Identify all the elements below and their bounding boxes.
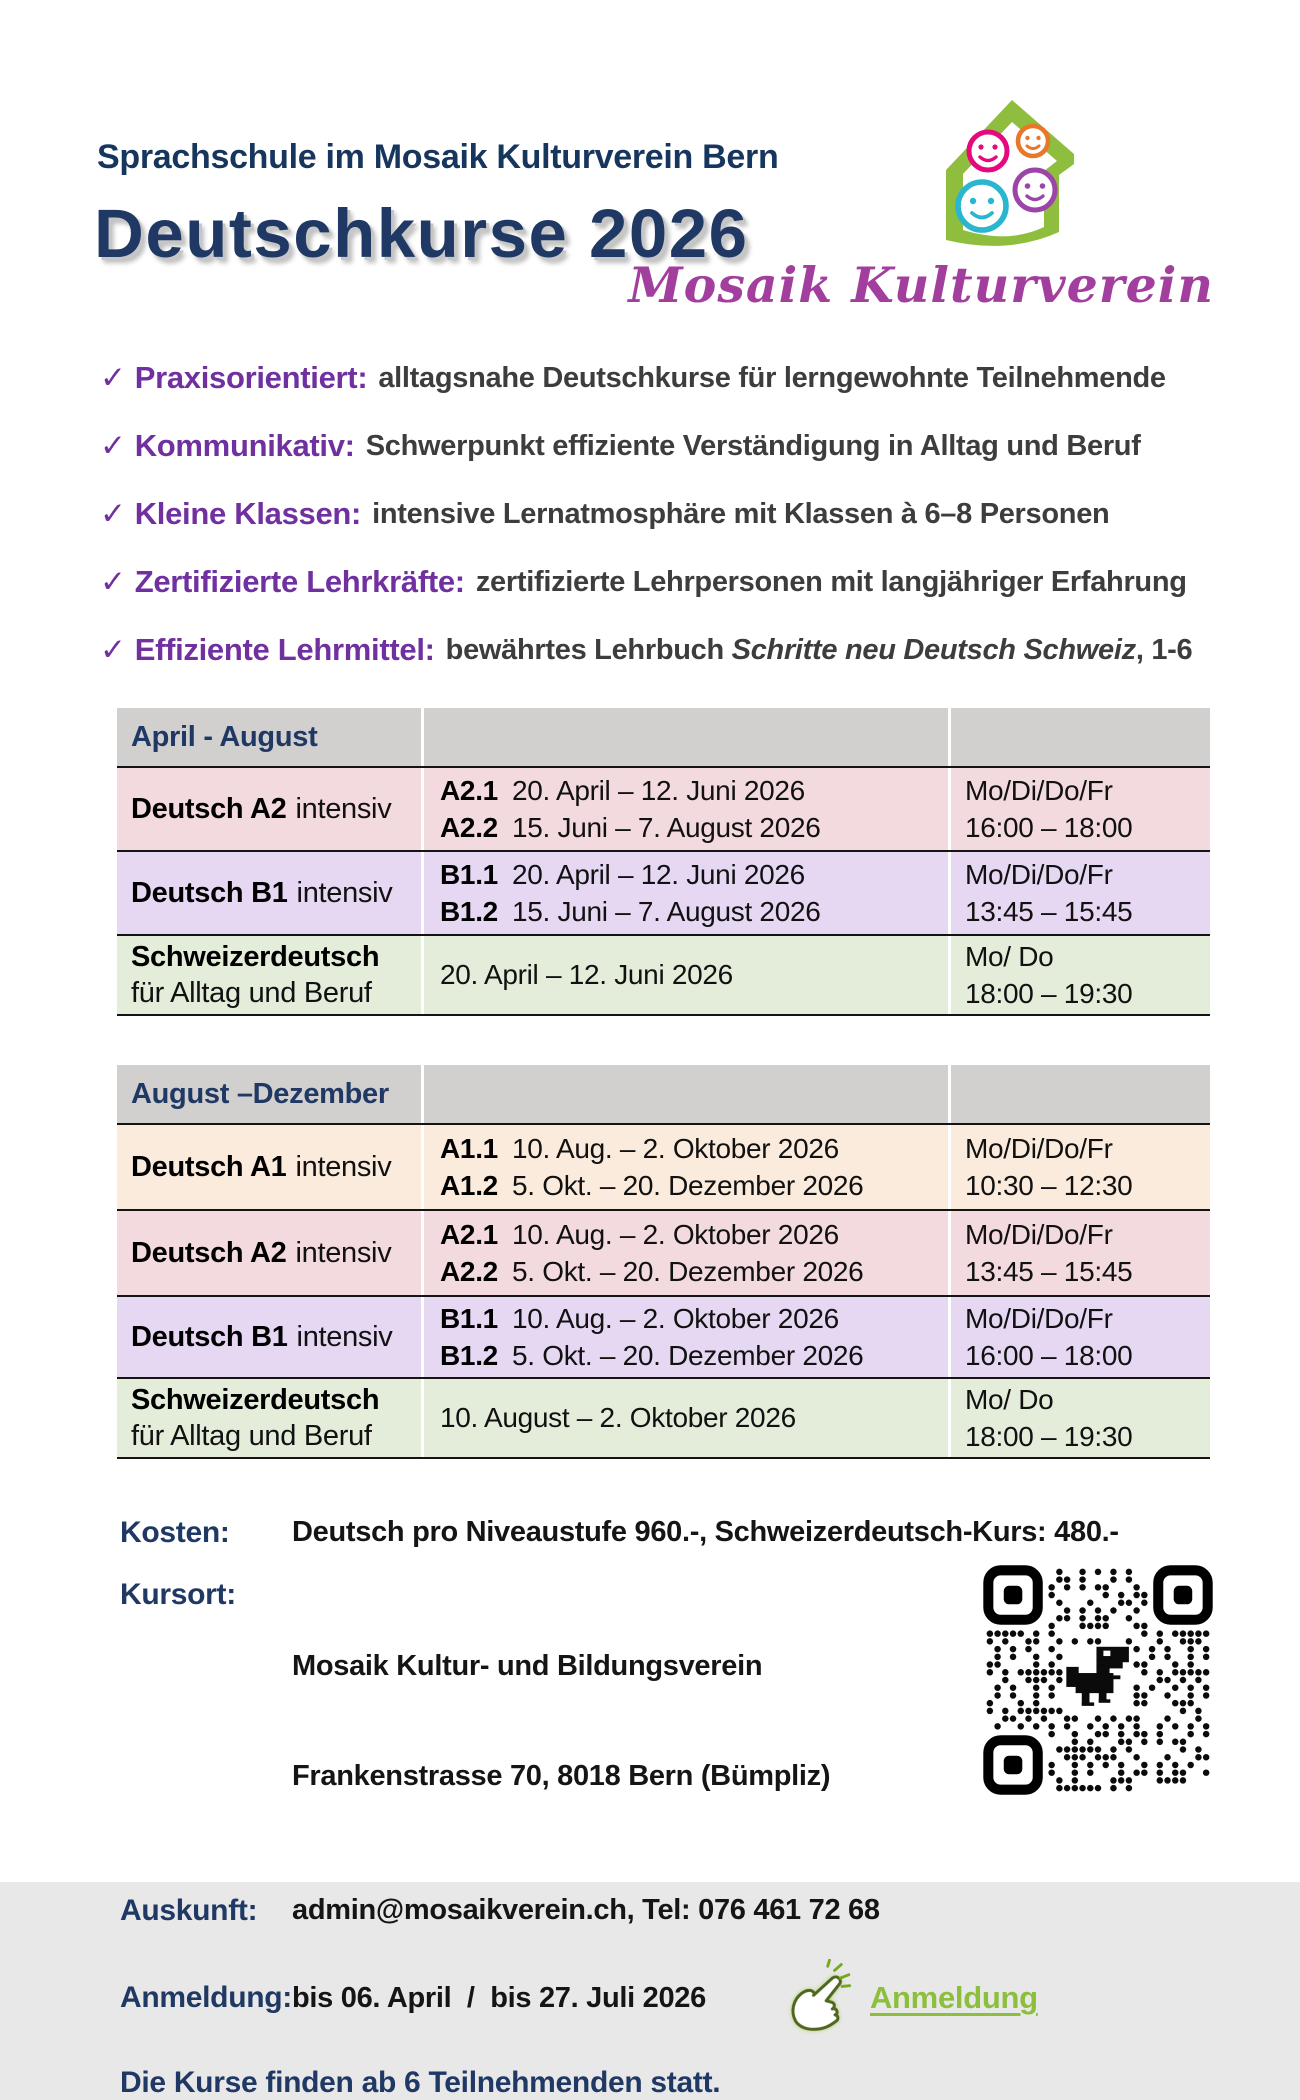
session-date: 20. April – 12. Juni 2026 bbox=[440, 959, 733, 990]
contact-info: admin@mosaikverein.ch, Tel: 076 461 72 68 bbox=[292, 1894, 880, 1926]
session-date: 10. Aug. – 2. Oktober 2026 bbox=[512, 1303, 839, 1334]
info-value bbox=[292, 1578, 830, 1864]
info-label: Kursort: bbox=[120, 1578, 236, 1611]
schedule-time: 13:45 – 15:45 bbox=[965, 896, 1133, 927]
bullet-label: Kleine Klassen: bbox=[134, 496, 362, 531]
session-date: 5. Okt. – 20. Dezember 2026 bbox=[512, 1170, 864, 1201]
bullet-text: zertifizierte Lehrpersonen mit langjähriger Erfahrung bbox=[475, 565, 1187, 598]
checkmark-icon: ✓ bbox=[100, 564, 126, 599]
bullet-text: bewährtes Lehrbuch Schritte neu Deutsch Schweiz, 1-6 bbox=[445, 633, 1193, 666]
session-code: B1.1 bbox=[440, 1303, 498, 1334]
school-subtitle: Sprachschule im Mosaik Kulturverein Bern bbox=[97, 138, 779, 176]
schedule-days: Mo/ Do bbox=[965, 941, 1054, 972]
session-date: 10. Aug. – 2. Oktober 2026 bbox=[512, 1133, 839, 1164]
page-title: Deutschkurse 2026 bbox=[94, 195, 749, 272]
schedule-time: 18:00 – 19:30 bbox=[965, 978, 1133, 1009]
schedule-days: Mo/Di/Do/Fr bbox=[965, 859, 1113, 890]
course-suffix: intensiv bbox=[295, 1151, 392, 1183]
session-code: A2.2 bbox=[440, 1256, 498, 1287]
hand-click-icon[interactable] bbox=[778, 1962, 864, 2038]
course-name: Deutsch A2 bbox=[131, 1237, 287, 1269]
feature-bullet bbox=[100, 480, 1192, 548]
session-code: B1.2 bbox=[440, 896, 498, 927]
session-date: 20. April – 12. Juni 2026 bbox=[512, 775, 805, 806]
mosaik-house-logo bbox=[936, 90, 1078, 256]
course-suffix: für Alltag und Beruf bbox=[131, 1420, 372, 1452]
schedule-time: 13:45 – 15:45 bbox=[965, 1256, 1133, 1287]
session-date: 10. Aug. – 2. Oktober 2026 bbox=[512, 1219, 839, 1250]
bullet-label: Effiziente Lehrmittel: bbox=[134, 632, 435, 667]
course-suffix: intensiv bbox=[295, 793, 392, 825]
feature-bullet bbox=[100, 344, 1192, 412]
season-label: August –Dezember bbox=[117, 1065, 421, 1123]
info-row-kosten bbox=[120, 1516, 1212, 1550]
course-name: Deutsch B1 bbox=[131, 877, 288, 909]
table-row bbox=[117, 852, 1210, 936]
checkmark-icon: ✓ bbox=[100, 496, 126, 531]
session-code: A1.2 bbox=[440, 1170, 498, 1201]
schedule-time: 16:00 – 18:00 bbox=[965, 812, 1133, 843]
session-date: 5. Okt. – 20. Dezember 2026 bbox=[512, 1256, 864, 1287]
table-season-header bbox=[117, 708, 1210, 768]
feature-bullet bbox=[100, 616, 1192, 684]
table-row bbox=[117, 1211, 1210, 1297]
smiley-icon-purple bbox=[1015, 170, 1055, 210]
session-code: A2.2 bbox=[440, 812, 498, 843]
course-name: Deutsch A1 bbox=[131, 1151, 287, 1183]
table-row bbox=[117, 1125, 1210, 1211]
feature-bullet bbox=[100, 412, 1192, 480]
anmeldung-link[interactable]: Anmeldung bbox=[869, 1980, 1038, 2015]
info-label: Auskunft: bbox=[120, 1894, 258, 1927]
course-name: Schweizerdeutsch bbox=[131, 941, 380, 973]
course-table-autumn bbox=[117, 1065, 1210, 1459]
venue-name: Mosaik Kultur- und Bildungsverein bbox=[292, 1650, 763, 1682]
deadline-value: bis 06. April / bis 27. Juli 2026 bbox=[292, 1981, 706, 2014]
feature-bullet bbox=[100, 548, 1192, 616]
schedule-days: Mo/ Do bbox=[965, 1384, 1054, 1415]
info-value: Deutsch pro Niveaustufe 960.-, Schweizerdeutsch-Kurs: 480.- bbox=[292, 1516, 1119, 1548]
info-label: Anmeldung: bbox=[120, 1981, 292, 2014]
session-code: A2.1 bbox=[440, 1219, 498, 1250]
venue-address: Frankenstrasse 70, 8018 Bern (Bümpliz) bbox=[292, 1760, 831, 1792]
session-date: 5. Okt. – 20. Dezember 2026 bbox=[512, 1340, 864, 1371]
schedule-days: Mo/Di/Do/Fr bbox=[965, 775, 1113, 806]
course-table-spring bbox=[117, 708, 1210, 1016]
session-code: B1.2 bbox=[440, 1340, 498, 1371]
schedule-time: 16:00 – 18:00 bbox=[965, 1340, 1133, 1371]
session-date: 10. August – 2. Oktober 2026 bbox=[440, 1402, 796, 1433]
bullet-label: Praxisorientiert: bbox=[134, 360, 368, 395]
course-suffix: intensiv bbox=[295, 1237, 392, 1269]
schedule-days: Mo/Di/Do/Fr bbox=[965, 1219, 1113, 1250]
course-suffix: für Alltag und Beruf bbox=[131, 977, 372, 1009]
qr-code bbox=[986, 1568, 1210, 1792]
session-date: 20. April – 12. Juni 2026 bbox=[512, 859, 805, 890]
table-row bbox=[117, 1379, 1210, 1459]
session-code: A2.1 bbox=[440, 775, 498, 806]
course-name: Schweizerdeutsch bbox=[131, 1384, 380, 1416]
table-row bbox=[117, 1297, 1210, 1379]
schedule-days: Mo/Di/Do/Fr bbox=[965, 1303, 1113, 1334]
feature-list bbox=[100, 344, 1192, 684]
bullet-label: Zertifizierte Lehrkräfte: bbox=[134, 564, 465, 599]
bullet-text: alltagsnahe Deutschkurse für lerngewohnte Teilnehmende bbox=[378, 361, 1166, 394]
info-label: Kosten: bbox=[120, 1516, 230, 1549]
table-row bbox=[117, 936, 1210, 1016]
table-row bbox=[117, 768, 1210, 852]
smiley-icon-orange bbox=[1018, 126, 1048, 156]
session-date: 15. Juni – 7. August 2026 bbox=[512, 812, 821, 843]
schedule-time: 18:00 – 19:30 bbox=[965, 1421, 1133, 1452]
table-season-header bbox=[117, 1065, 1210, 1125]
checkmark-icon: ✓ bbox=[100, 632, 126, 667]
info-row-auskunft bbox=[120, 1894, 1212, 1928]
course-name: Deutsch A2 bbox=[131, 793, 287, 825]
info-row-anmeldung bbox=[120, 1960, 1212, 2036]
smiley-icon-pink bbox=[969, 132, 1007, 170]
bullet-label: Kommunikativ: bbox=[134, 428, 355, 463]
checkmark-icon: ✓ bbox=[100, 360, 126, 395]
bullet-text: Schwerpunkt effiziente Verständigung in Alltag und Beruf bbox=[365, 429, 1141, 462]
bullet-text: intensive Lernatmosphäre mit Klassen à 6–8 Personen bbox=[372, 497, 1110, 530]
schedule-days: Mo/Di/Do/Fr bbox=[965, 1133, 1113, 1164]
course-suffix: intensiv bbox=[296, 1321, 393, 1353]
session-code: A1.1 bbox=[440, 1133, 498, 1164]
checkmark-icon: ✓ bbox=[100, 428, 126, 463]
season-label: April - August bbox=[117, 708, 421, 766]
brand-script-text: Mosaik Kulturverein bbox=[628, 256, 1214, 314]
session-code: B1.1 bbox=[440, 859, 498, 890]
session-date: 15. Juni – 7. August 2026 bbox=[512, 896, 821, 927]
smiley-icon-cyan bbox=[958, 182, 1006, 230]
minimum-participants-note: Die Kurse finden ab 6 Teilnehmenden statt. bbox=[120, 2066, 721, 2099]
course-suffix: intensiv bbox=[296, 877, 393, 909]
schedule-time: 10:30 – 12:30 bbox=[965, 1170, 1133, 1201]
course-name: Deutsch B1 bbox=[131, 1321, 288, 1353]
